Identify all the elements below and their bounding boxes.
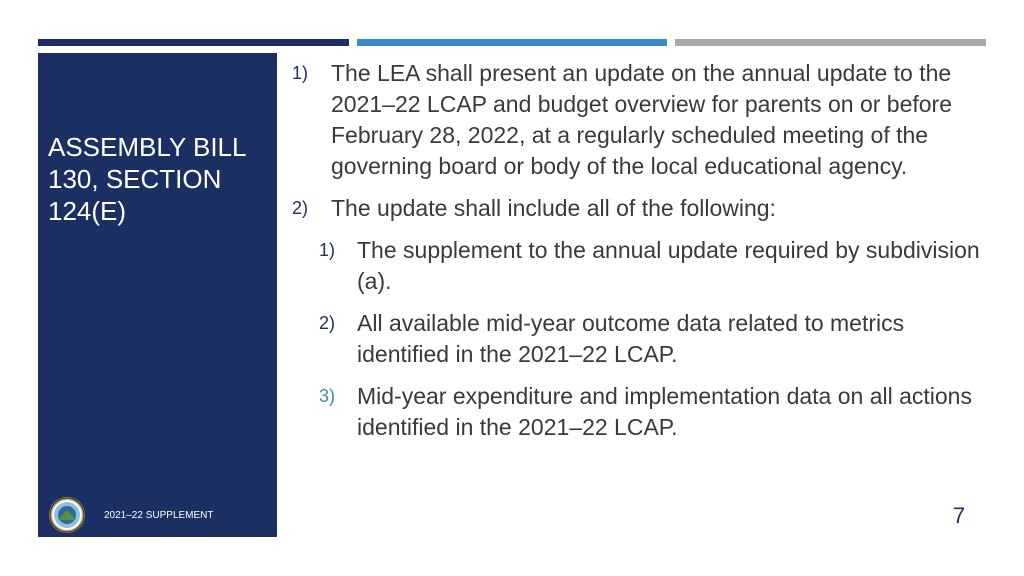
accent-bar-gray bbox=[675, 39, 986, 46]
footer-label: 2021–22 SUPPLEMENT bbox=[104, 510, 214, 521]
list-item bbox=[292, 193, 982, 224]
sub-item-text: All available mid-year outcome data related to metrics identified in the 2021–22 LCAP. bbox=[357, 310, 905, 367]
item-text: The update shall include all of the following: bbox=[331, 195, 776, 221]
accent-bar-navy bbox=[38, 39, 349, 46]
item-text: The LEA shall present an update on the annual update to the 2021–22 LCAP and budget overview for parents on or before February 28, 2022, at a regularly scheduled meeting of the governing board or body of the local educational agency. bbox=[331, 60, 952, 179]
page-number: 7 bbox=[952, 503, 966, 528]
item-number: 2) bbox=[292, 198, 309, 218]
list-item bbox=[292, 58, 982, 182]
sub-item-number: 3) bbox=[319, 386, 336, 406]
state-seal-icon bbox=[48, 496, 86, 534]
accent-bar-blue bbox=[357, 39, 667, 46]
item-number: 1) bbox=[292, 63, 309, 83]
sub-item-number: 2) bbox=[319, 313, 336, 333]
title-sidebar bbox=[38, 53, 277, 537]
sub-list-item bbox=[292, 381, 982, 443]
sub-item-text: Mid-year expenditure and implementation data on all actions identified in the 2021–22 LCAP. bbox=[357, 383, 972, 440]
sub-list-item bbox=[292, 308, 982, 370]
sub-item-text: The supplement to the annual update required by subdivision (a). bbox=[357, 237, 980, 294]
bullet-list bbox=[292, 58, 982, 454]
slide-title: ASSEMBLY BILL 130, SECTION 124(E) bbox=[48, 132, 246, 226]
sub-item-number: 1) bbox=[319, 240, 336, 260]
sub-list-item bbox=[292, 235, 982, 297]
